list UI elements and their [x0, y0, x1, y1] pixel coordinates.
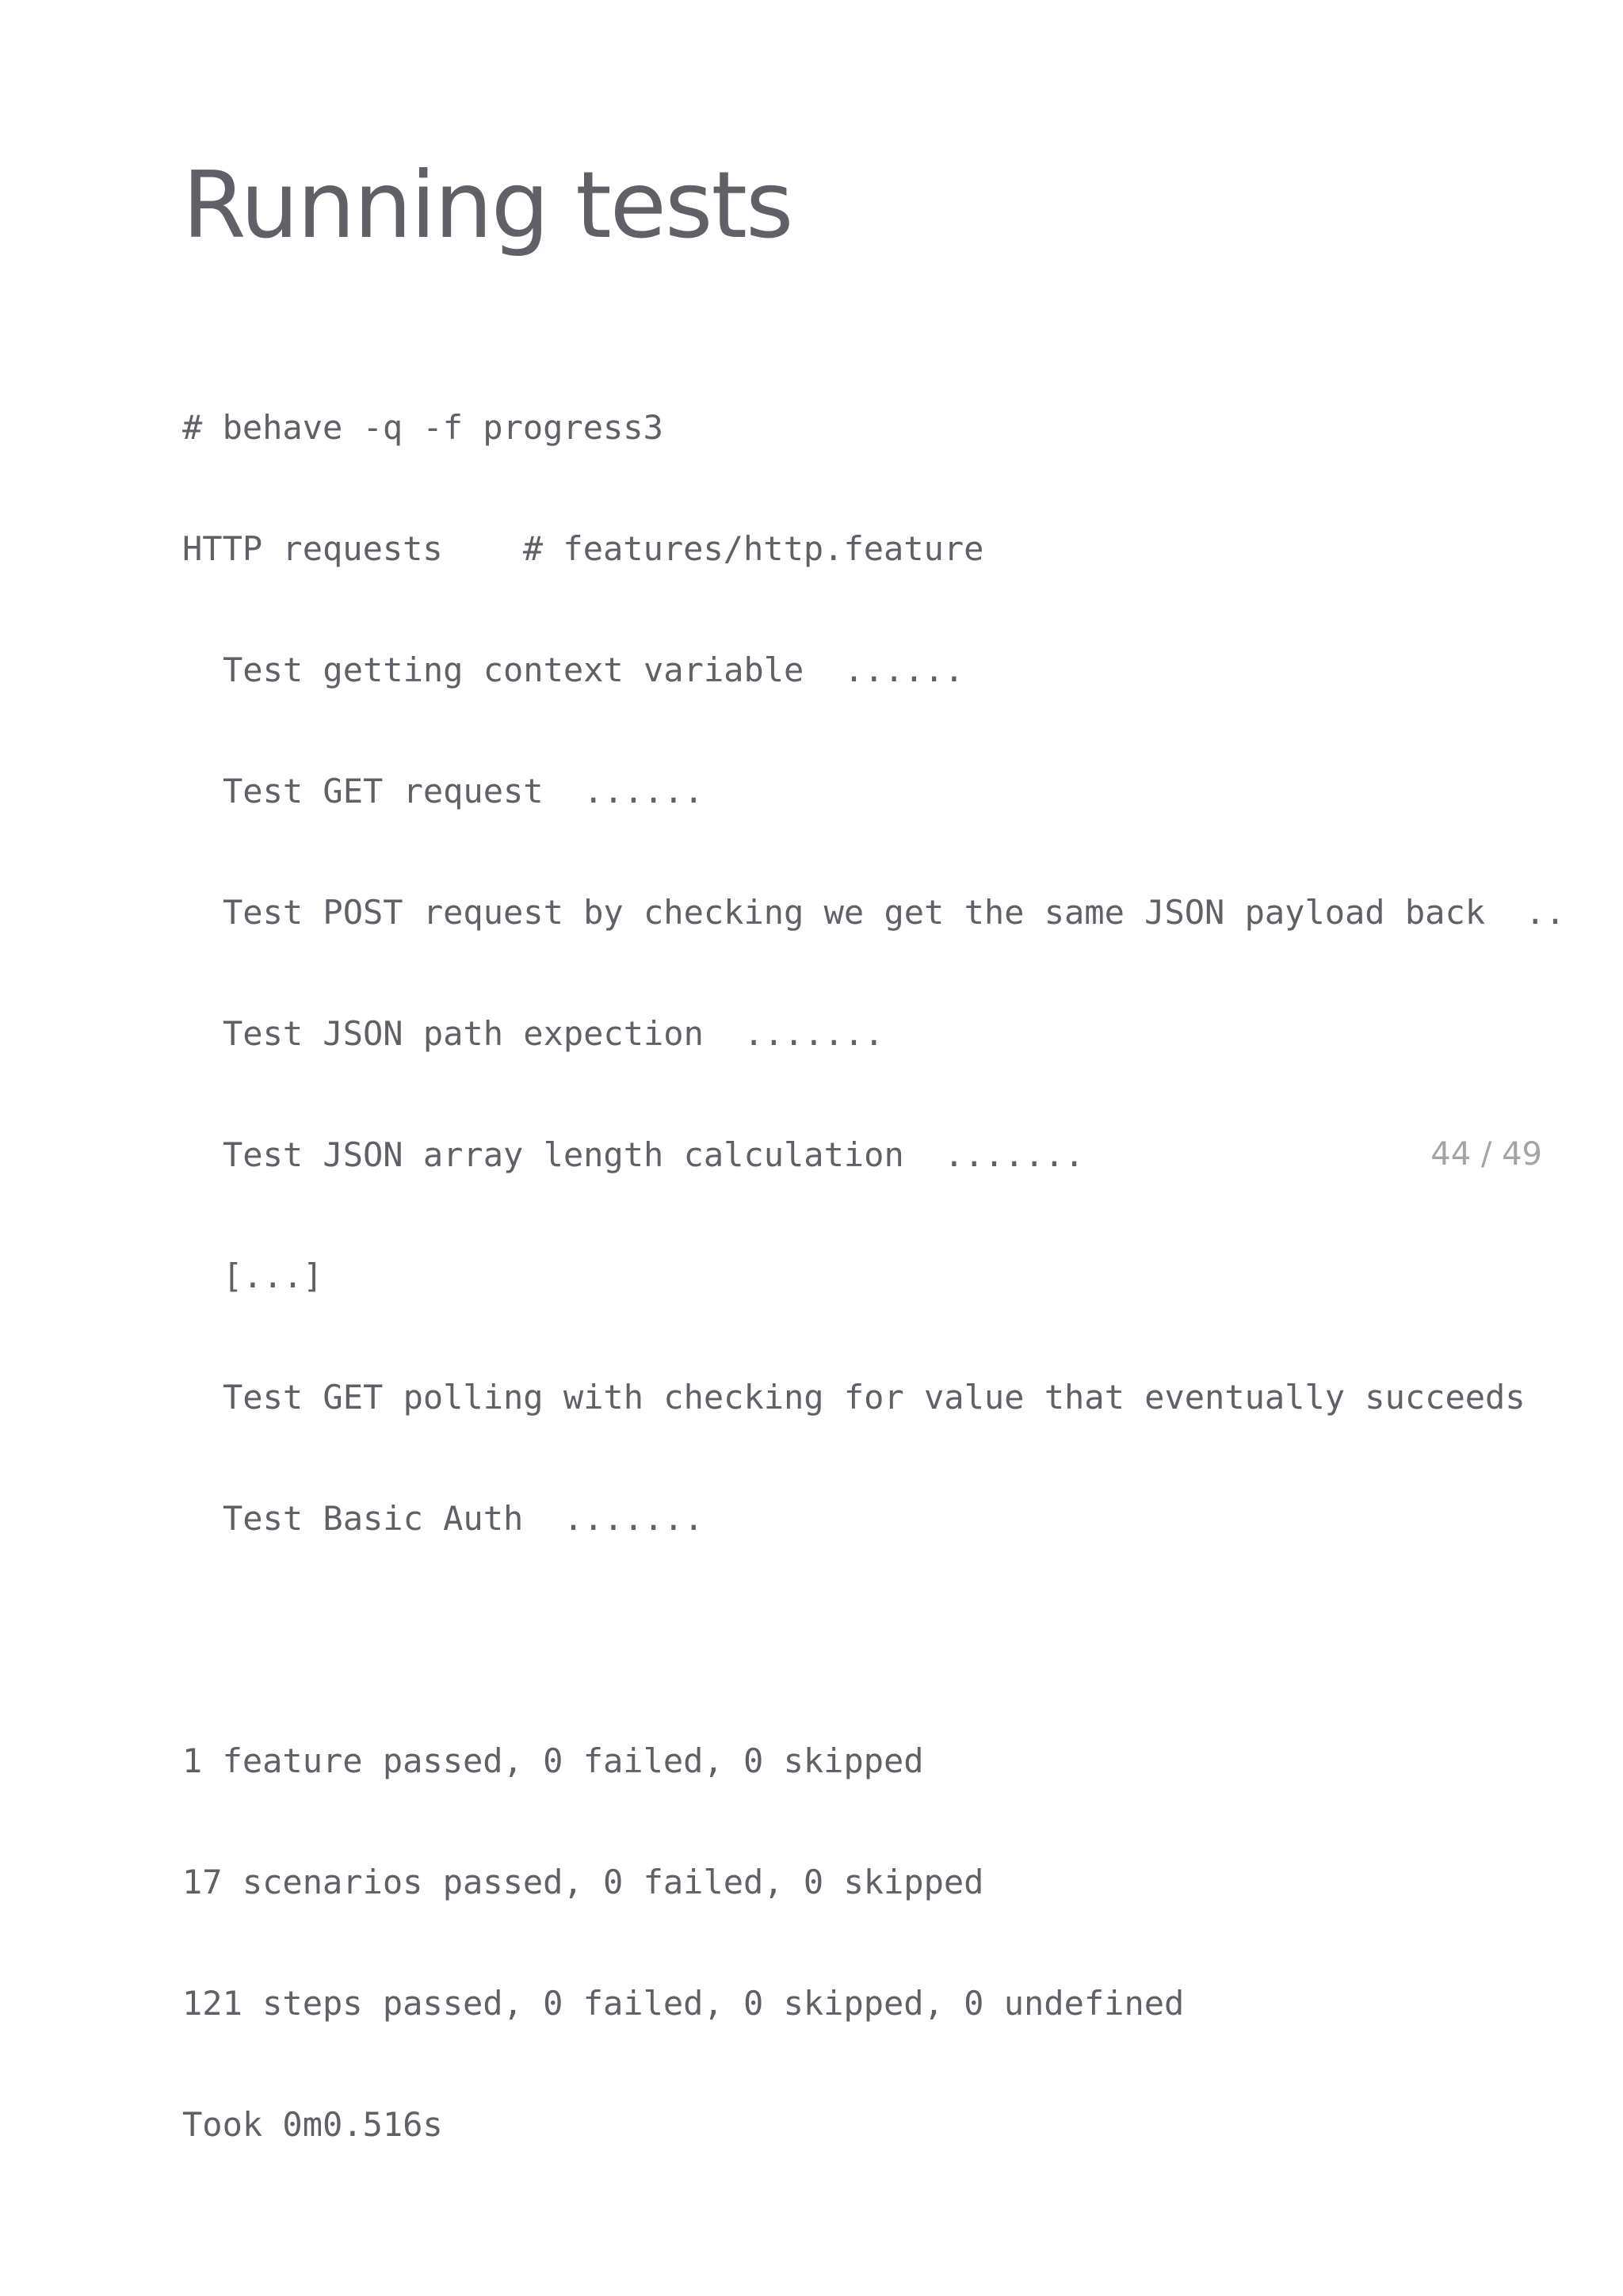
summary-scenarios: 17 scenarios passed, 0 failed, 0 skipped: [182, 1863, 984, 1901]
feature-line: HTTP requests # features/http.feature: [182, 529, 984, 568]
terminal-command: # behave -q -f progress3: [182, 408, 663, 447]
summary-steps: 121 steps passed, 0 failed, 0 skipped, 0 undefined: [182, 1984, 1185, 2023]
scenario-line: Test POST request by checking we get the same JSON payload back ..: [223, 893, 1566, 932]
scenario-line: Test GET request ......: [223, 772, 704, 810]
blank-line: [182, 1619, 1601, 1660]
scenario-ellipsis: [...]: [223, 1257, 323, 1295]
scenario-line: Test Basic Auth .......: [223, 1499, 704, 1538]
slide-title: Running tests: [182, 152, 792, 259]
scenario-line: Test JSON path expection .......: [223, 1014, 884, 1053]
summary-duration: Took 0m0.516s: [182, 2105, 443, 2144]
terminal-output: [182, 326, 1601, 2225]
scenario-line: Test GET polling with checking for value that eventually succeeds: [223, 1378, 1526, 1417]
scenario-line: Test getting context variable ......: [223, 650, 964, 689]
summary-features: 1 feature passed, 0 failed, 0 skipped: [182, 1741, 924, 1780]
scenario-line: Test JSON array length calculation .......: [223, 1135, 1085, 1174]
page-indicator: 44 / 49: [1430, 1136, 1542, 1173]
